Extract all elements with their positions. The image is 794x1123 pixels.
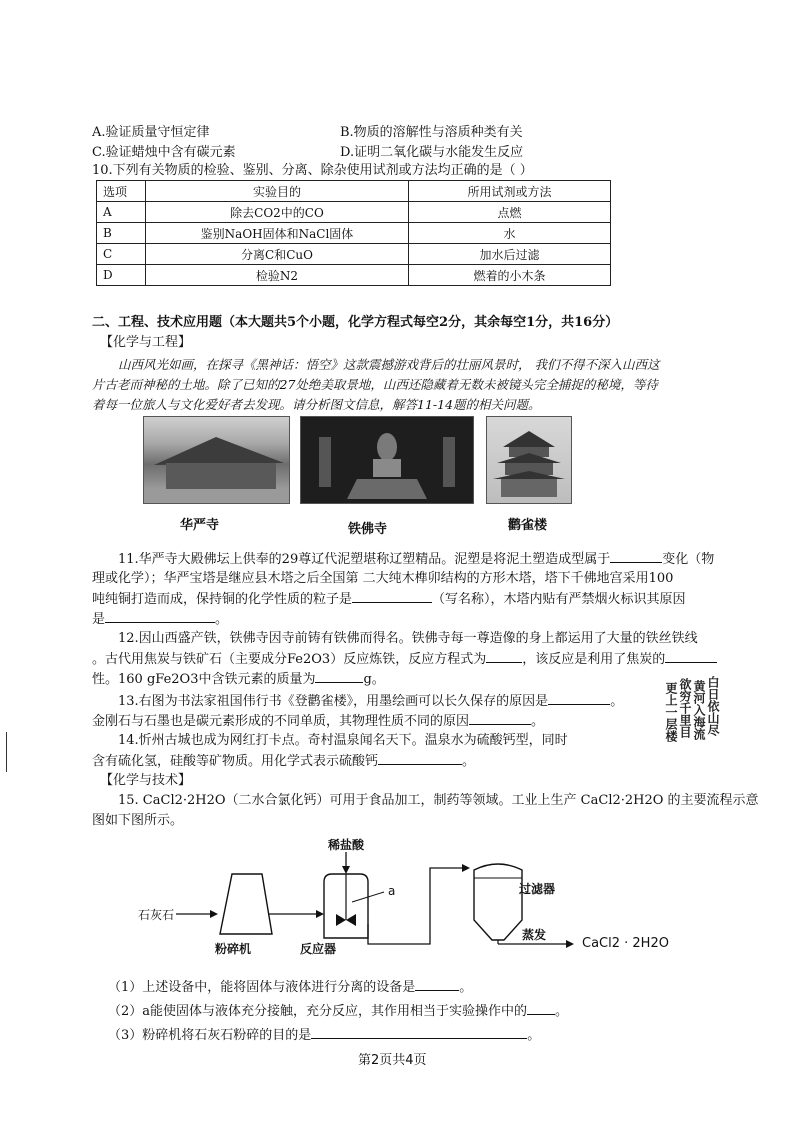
arrow-head xyxy=(316,910,324,918)
subq-line xyxy=(108,1026,540,1045)
answer-blank[interactable] xyxy=(665,650,717,663)
q12-line xyxy=(92,650,717,669)
calligraphy-column: 欲穷千里目 xyxy=(678,678,692,738)
q14-line: 14.忻州古城也成为网红打卡点。奇村温泉闻名天下。温泉水为硫酸钙型，同时 xyxy=(118,733,568,748)
photo-caption: 华严寺 xyxy=(180,518,220,533)
answer-blank[interactable] xyxy=(527,1002,555,1015)
q11-text: 变化（物 xyxy=(662,552,715,567)
option-d: D.证明二氧化碳与水能发生反应 xyxy=(340,145,524,160)
table-header: 所用试剂或方法 xyxy=(409,181,611,202)
subq-text: 。 xyxy=(555,1004,569,1019)
answer-blank[interactable] xyxy=(610,550,662,563)
acid-label: 稀盐酸 xyxy=(328,838,365,852)
q12-text: 性。160 gFe2O3中含铁元素的质量为 xyxy=(92,672,316,687)
table-row xyxy=(97,244,611,265)
guanque-tower-photo xyxy=(486,416,572,504)
q13-line xyxy=(118,692,623,711)
subq-text: （3）粉碎机将石灰石粉碎的目的是 xyxy=(108,1028,312,1043)
q13-text: 13.右图为书法家祖国伟行书《登鹳雀楼》，用墨绘画可以长久保存的原因是 xyxy=(118,694,549,709)
section-heading: 二、工程、技术应用题（本大题共5个小题，化学方程式每空2分，其余每空1分，共16分） xyxy=(92,315,619,330)
arrow-head xyxy=(462,864,470,872)
tag-technology: 【化学与技术】 xyxy=(100,773,192,788)
table-cell: 燃着的小木条 xyxy=(409,265,611,286)
answer-blank[interactable] xyxy=(548,692,610,705)
table-cell: B xyxy=(97,223,146,244)
answer-blank[interactable] xyxy=(352,590,432,603)
table-cell: D xyxy=(97,265,146,286)
q15-line: 15. CaCl2·2H2O（二水合氯化钙）可用于食品加工，制药等领域。工业上生产 CaCl2·2H2O 的主要流程示意 xyxy=(118,793,759,808)
option-a: A.验证质量守恒定律 xyxy=(92,125,210,140)
q12-text: g。 xyxy=(363,672,385,687)
page-footer: 第2页共4页 xyxy=(358,1053,427,1068)
calligraphy-column: 白日依山尽 xyxy=(706,676,720,736)
q14-text: 。 xyxy=(462,754,476,769)
intro-line: 着每一位旅人与文化爱好者去发现。请分析图文信息，解答11-14题的相关问题。 xyxy=(92,397,541,412)
q12-text: 。古代用焦炭与铁矿石（主要成分Fe2O3）反应炼铁，反应方程式为 xyxy=(92,652,487,667)
q13-text: 。 xyxy=(531,714,545,729)
answer-blank[interactable] xyxy=(415,978,459,991)
photo-caption: 铁佛寺 xyxy=(348,522,388,537)
answer-blank[interactable] xyxy=(486,650,522,663)
table-header: 实验目的 xyxy=(146,181,409,202)
subq-text: （1）上述设备中，能将固体与液体进行分离的设备是 xyxy=(108,980,416,995)
q13-line xyxy=(92,712,544,731)
table-cell: 水 xyxy=(409,223,611,244)
table-row xyxy=(97,265,611,286)
intro-line: 山西风光如画，在探寻《黑神话：悟空》这款震撼游戏背后的壮丽风景时， 我们不得不深入山西这 xyxy=(118,357,660,372)
subq-text: 。 xyxy=(527,1028,541,1043)
photo-caption: 鹳雀楼 xyxy=(508,518,548,533)
table-cell: 加水后过滤 xyxy=(409,244,611,265)
q11-line xyxy=(118,550,714,569)
filter-shape xyxy=(474,864,522,940)
table-cell: 鉴别NaOH固体和NaCl固体 xyxy=(146,223,409,244)
intro-line: 片古老而神秘的土地。除了已知的27处绝美取景地，山西还隐藏着无数未被镜头完全捕捉的秘境，等待 xyxy=(92,377,658,392)
q11-line: 理或化学）；华严宝塔是继应县木塔之后全国第 二大纯木榫卯结构的方形木塔，塔下千佛地宫采用100 xyxy=(92,571,674,586)
arrow-head xyxy=(210,910,218,918)
q11-text: 11.华严寺大殿佛坛上供奉的29尊辽代泥塑堪称辽塑精品。泥塑是将泥土塑造成型属于 xyxy=(118,552,611,567)
table-cell: 分离C和CuO xyxy=(146,244,409,265)
table-cell: C xyxy=(97,244,146,265)
option-c: C.验证蜡烛中含有碳元素 xyxy=(92,145,236,160)
calligraphy-column: 更上一层楼 xyxy=(664,682,678,742)
filter-label: 过滤器 xyxy=(519,882,556,896)
q12-line xyxy=(92,670,385,689)
q11-line xyxy=(92,590,686,609)
q11-text: 是 xyxy=(92,612,106,627)
scan-margin-mark xyxy=(6,732,7,772)
table-row xyxy=(97,202,611,223)
q12-line: 12.因山西盛产铁，铁佛寺因寺前铸有铁佛而得名。铁佛寺每一尊造像的身上都运用了大量的铁丝铁线 xyxy=(118,631,698,646)
reactor-label: 反应器 xyxy=(300,942,337,956)
q11-text: 。 xyxy=(215,612,229,627)
q10-stem: 10.下列有关物质的检验、鉴别、分离、除杂使用试剂或方法均正确的是（ ） xyxy=(92,163,533,178)
q12-text: ，该反应是利用了焦炭的 xyxy=(522,652,666,667)
arrow-head xyxy=(342,866,350,874)
subq-line xyxy=(108,978,472,997)
stirrer-blade xyxy=(346,914,356,926)
stirrer-label: a xyxy=(388,884,396,898)
option-b: B.物质的溶解性与溶质种类有关 xyxy=(340,125,523,140)
tag-engineering: 【化学与工程】 xyxy=(100,335,192,350)
answer-blank[interactable] xyxy=(315,670,363,683)
stirrer-blade xyxy=(336,914,346,926)
q14-line xyxy=(92,752,475,771)
reactor-to-filter-pipe xyxy=(368,868,462,944)
table-header-row xyxy=(97,181,611,202)
calligraphy-image xyxy=(662,676,724,768)
huayan-temple-photo xyxy=(143,416,290,504)
limestone-label: 石灰石 xyxy=(138,908,175,922)
q13-text: 金刚石与石墨也是碳元素形成的不同单质，其物理性质不同的原因 xyxy=(92,714,470,729)
q15-line: 图如下图所示。 xyxy=(92,813,184,828)
q14-text: 含有硫化氢，硅酸等矿物质。用化学式表示硫酸钙 xyxy=(92,754,379,769)
table-header: 选项 xyxy=(97,181,146,202)
answer-blank[interactable] xyxy=(311,1026,527,1039)
evaporate-label: 蒸发 xyxy=(522,928,547,942)
answer-blank[interactable] xyxy=(105,610,215,623)
product-label: CaCl2 · 2H2O xyxy=(582,936,669,951)
tiefo-temple-photo xyxy=(300,416,474,504)
arrow-head xyxy=(566,940,574,948)
table-cell: 点燃 xyxy=(409,202,611,223)
table-cell: 除去CO2中的CO xyxy=(146,202,409,223)
subq-text: 。 xyxy=(459,980,473,995)
q13-text: 。 xyxy=(610,694,624,709)
crusher-shape xyxy=(220,874,272,934)
crusher-label: 粉碎机 xyxy=(215,942,252,956)
answer-blank[interactable] xyxy=(469,712,531,725)
q10-table xyxy=(96,180,611,286)
table-row xyxy=(97,223,611,244)
answer-blank[interactable] xyxy=(378,752,462,765)
q11-line xyxy=(92,610,228,629)
table-cell: 检验N2 xyxy=(146,265,409,286)
q11-text: （写名称），木塔内贴有严禁烟火标识其原因 xyxy=(432,592,686,607)
subq-line xyxy=(108,1002,568,1021)
calligraphy-column: 黄河入海流 xyxy=(692,680,706,740)
subq-text: （2）a能使固体与液体充分接触，充分反应，其作用相当于实验操作中的 xyxy=(108,1004,528,1019)
q11-text: 吨纯铜打造而成，保持铜的化学性质的粒子是 xyxy=(92,592,353,607)
table-cell: A xyxy=(97,202,146,223)
